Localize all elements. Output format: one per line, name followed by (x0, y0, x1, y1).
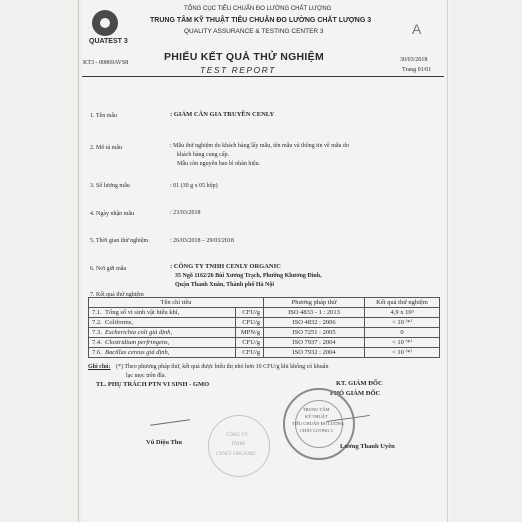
org-line-3: QUALITY ASSURANCE & TESTING CENTER 3 (184, 28, 324, 35)
right-signatory-title-2: PHÓ GIÁM ĐỐC (330, 390, 381, 397)
company-stamp-line-1: CÔNG TY (226, 433, 248, 438)
field-2-label: 2. Mô tả mẫu (90, 145, 122, 151)
right-signatory-name: Lương Thanh Uyên (340, 443, 395, 450)
center-stamp-line-2: KỸ THUẬT (305, 414, 328, 419)
table-row (89, 348, 440, 358)
left-signatory-name: Vũ Diệu Thu (146, 439, 183, 446)
row-number: 7.4. (92, 339, 102, 346)
report-title-en: TEST REPORT (200, 65, 276, 75)
center-stamp-line-4: CHẤT LƯỢNG 3 (300, 428, 333, 433)
page-number: Trang 01/01 (402, 67, 432, 73)
row-number: 7.1. (92, 309, 102, 316)
field-3-label: 3. Số lượng mẫu (90, 183, 130, 189)
row-number: 7.2. (92, 319, 102, 326)
field-2-value-line2: khách hàng cung cấp. (177, 152, 229, 158)
report-date: 30/03/2018 (400, 57, 428, 63)
results-table (88, 297, 440, 358)
left-signatory-title: TL. PHỤ TRÁCH PTN VI SINH - GMO (96, 381, 210, 388)
corner-mark-icon: A (412, 21, 422, 37)
quatest-logo-icon (92, 10, 118, 36)
header-divider (82, 76, 444, 77)
field-6-label: 6. Nơi gửi mẫu (90, 266, 127, 272)
field-1-value: : GIẢM CÂN GIA TRUYỀN CENLY (170, 111, 275, 118)
row-result: < 10 ⁽*⁾ (365, 318, 440, 328)
org-line-1: TỔNG CỤC TIÊU CHUẨN ĐO LƯỜNG CHẤT LƯỢNG (184, 6, 332, 12)
field-7-label: 7. Kết quả thử nghiệm (90, 292, 144, 298)
row-number: 7.3. (92, 329, 102, 336)
brand-name: QUATEST 3 (89, 38, 128, 45)
note-label: Ghi chú: (88, 364, 111, 370)
note-line-2: lạc mọc trên đĩa. (126, 373, 166, 379)
row-method: ISO 7251 : 2005 (264, 328, 365, 338)
row-indicator: Bacillus cereus giả định, (105, 349, 170, 356)
field-4-label: 4. Ngày nhận mẫu (90, 211, 134, 217)
field-2-value-line1: : Mẫu thử nghiệm do khách hàng lấy mẫu, tên mẫu và thông tin về mẫu do (170, 143, 350, 149)
row-unit: CFU/g (236, 318, 264, 328)
table-row (89, 328, 440, 338)
row-indicator: Clostridium perfringens, (105, 339, 170, 346)
company-stamp-line-3: CENLY ORGANIC (216, 452, 257, 457)
field-6-value-line3: Quận Thanh Xuân, Thành phố Hà Nội (175, 282, 274, 288)
table-row (89, 318, 440, 328)
left-page-edge (78, 0, 79, 522)
table-header-row (89, 298, 440, 308)
company-stamp-line-2: TNHH (231, 442, 245, 447)
field-6-value-line1: : CÔNG TY TNHH CENLY ORGANIC (170, 263, 281, 270)
center-stamp-line-1: TRUNG TÂM (303, 407, 330, 412)
field-2-value-line3: Mẫu còn nguyên bao bì nhãn hiệu. (177, 161, 261, 167)
row-method: ISO 4832 : 2006 (264, 318, 365, 328)
row-method: ISO 7932 : 2004 (264, 348, 365, 358)
row-method: ISO 4833 - 1 : 2013 (264, 308, 365, 318)
row-indicator: Tổng số vi sinh vật hiếu khí, (105, 309, 180, 316)
field-4-value: : 23/03/2018 (170, 210, 201, 216)
row-result: 0 (365, 328, 440, 338)
row-unit: CFU/g (236, 338, 264, 348)
field-5-value: : 26/03/2018 – 29/03/2018 (170, 238, 234, 244)
row-result: < 10 ⁽*⁾ (365, 338, 440, 348)
table-row (89, 338, 440, 348)
row-unit: CFU/g (236, 308, 264, 318)
row-unit: CFU/g (236, 348, 264, 358)
row-result: < 10 ⁽*⁾ (365, 348, 440, 358)
row-unit: MPN/g (236, 328, 264, 338)
table-header-name: Tên chỉ tiêu (89, 298, 264, 308)
center-stamp-line-3: TIÊU CHUẨN ĐO LƯỜNG (292, 421, 345, 426)
right-signatory-title-1: KT. GIÁM ĐỐC (336, 380, 383, 387)
report-code: KT3 - 00869AVS8 (83, 60, 129, 66)
note-line-1: (*) Theo phương pháp thử, kết quả được biểu thị nhỏ hơn 10 CFU/g khi không có khuẩn (116, 364, 329, 370)
table-header-method: Phương pháp thử (264, 298, 365, 308)
row-indicator: Coliforms, (105, 319, 133, 326)
right-page-edge (447, 0, 448, 522)
field-3-value: : 01 (30 g x 05 hộp) (170, 183, 218, 189)
org-line-2: TRUNG TÂM KỸ THUẬT TIÊU CHUẨN ĐO LƯỜNG CHẤT LƯỢNG 3 (150, 17, 372, 24)
row-number: 7.6. (92, 349, 102, 356)
field-1-label: 1. Tên mẫu (90, 113, 118, 119)
row-indicator: Escherichia coli giả định, (105, 329, 173, 336)
report-title-vi: PHIẾU KẾT QUẢ THỬ NGHIỆM (164, 51, 324, 63)
table-header-result: Kết quả thử nghiệm (365, 298, 440, 308)
row-result: 4,9 x 10³ (365, 308, 440, 318)
field-6-value-line2: 35 Ngõ 1162/26 Bùi Xương Trạch, Phường Khương Đình, (175, 273, 322, 279)
table-row (89, 308, 440, 318)
row-method: ISO 7937 : 2004 (264, 338, 365, 348)
field-5-label: 5. Thời gian thử nghiệm (90, 238, 149, 244)
